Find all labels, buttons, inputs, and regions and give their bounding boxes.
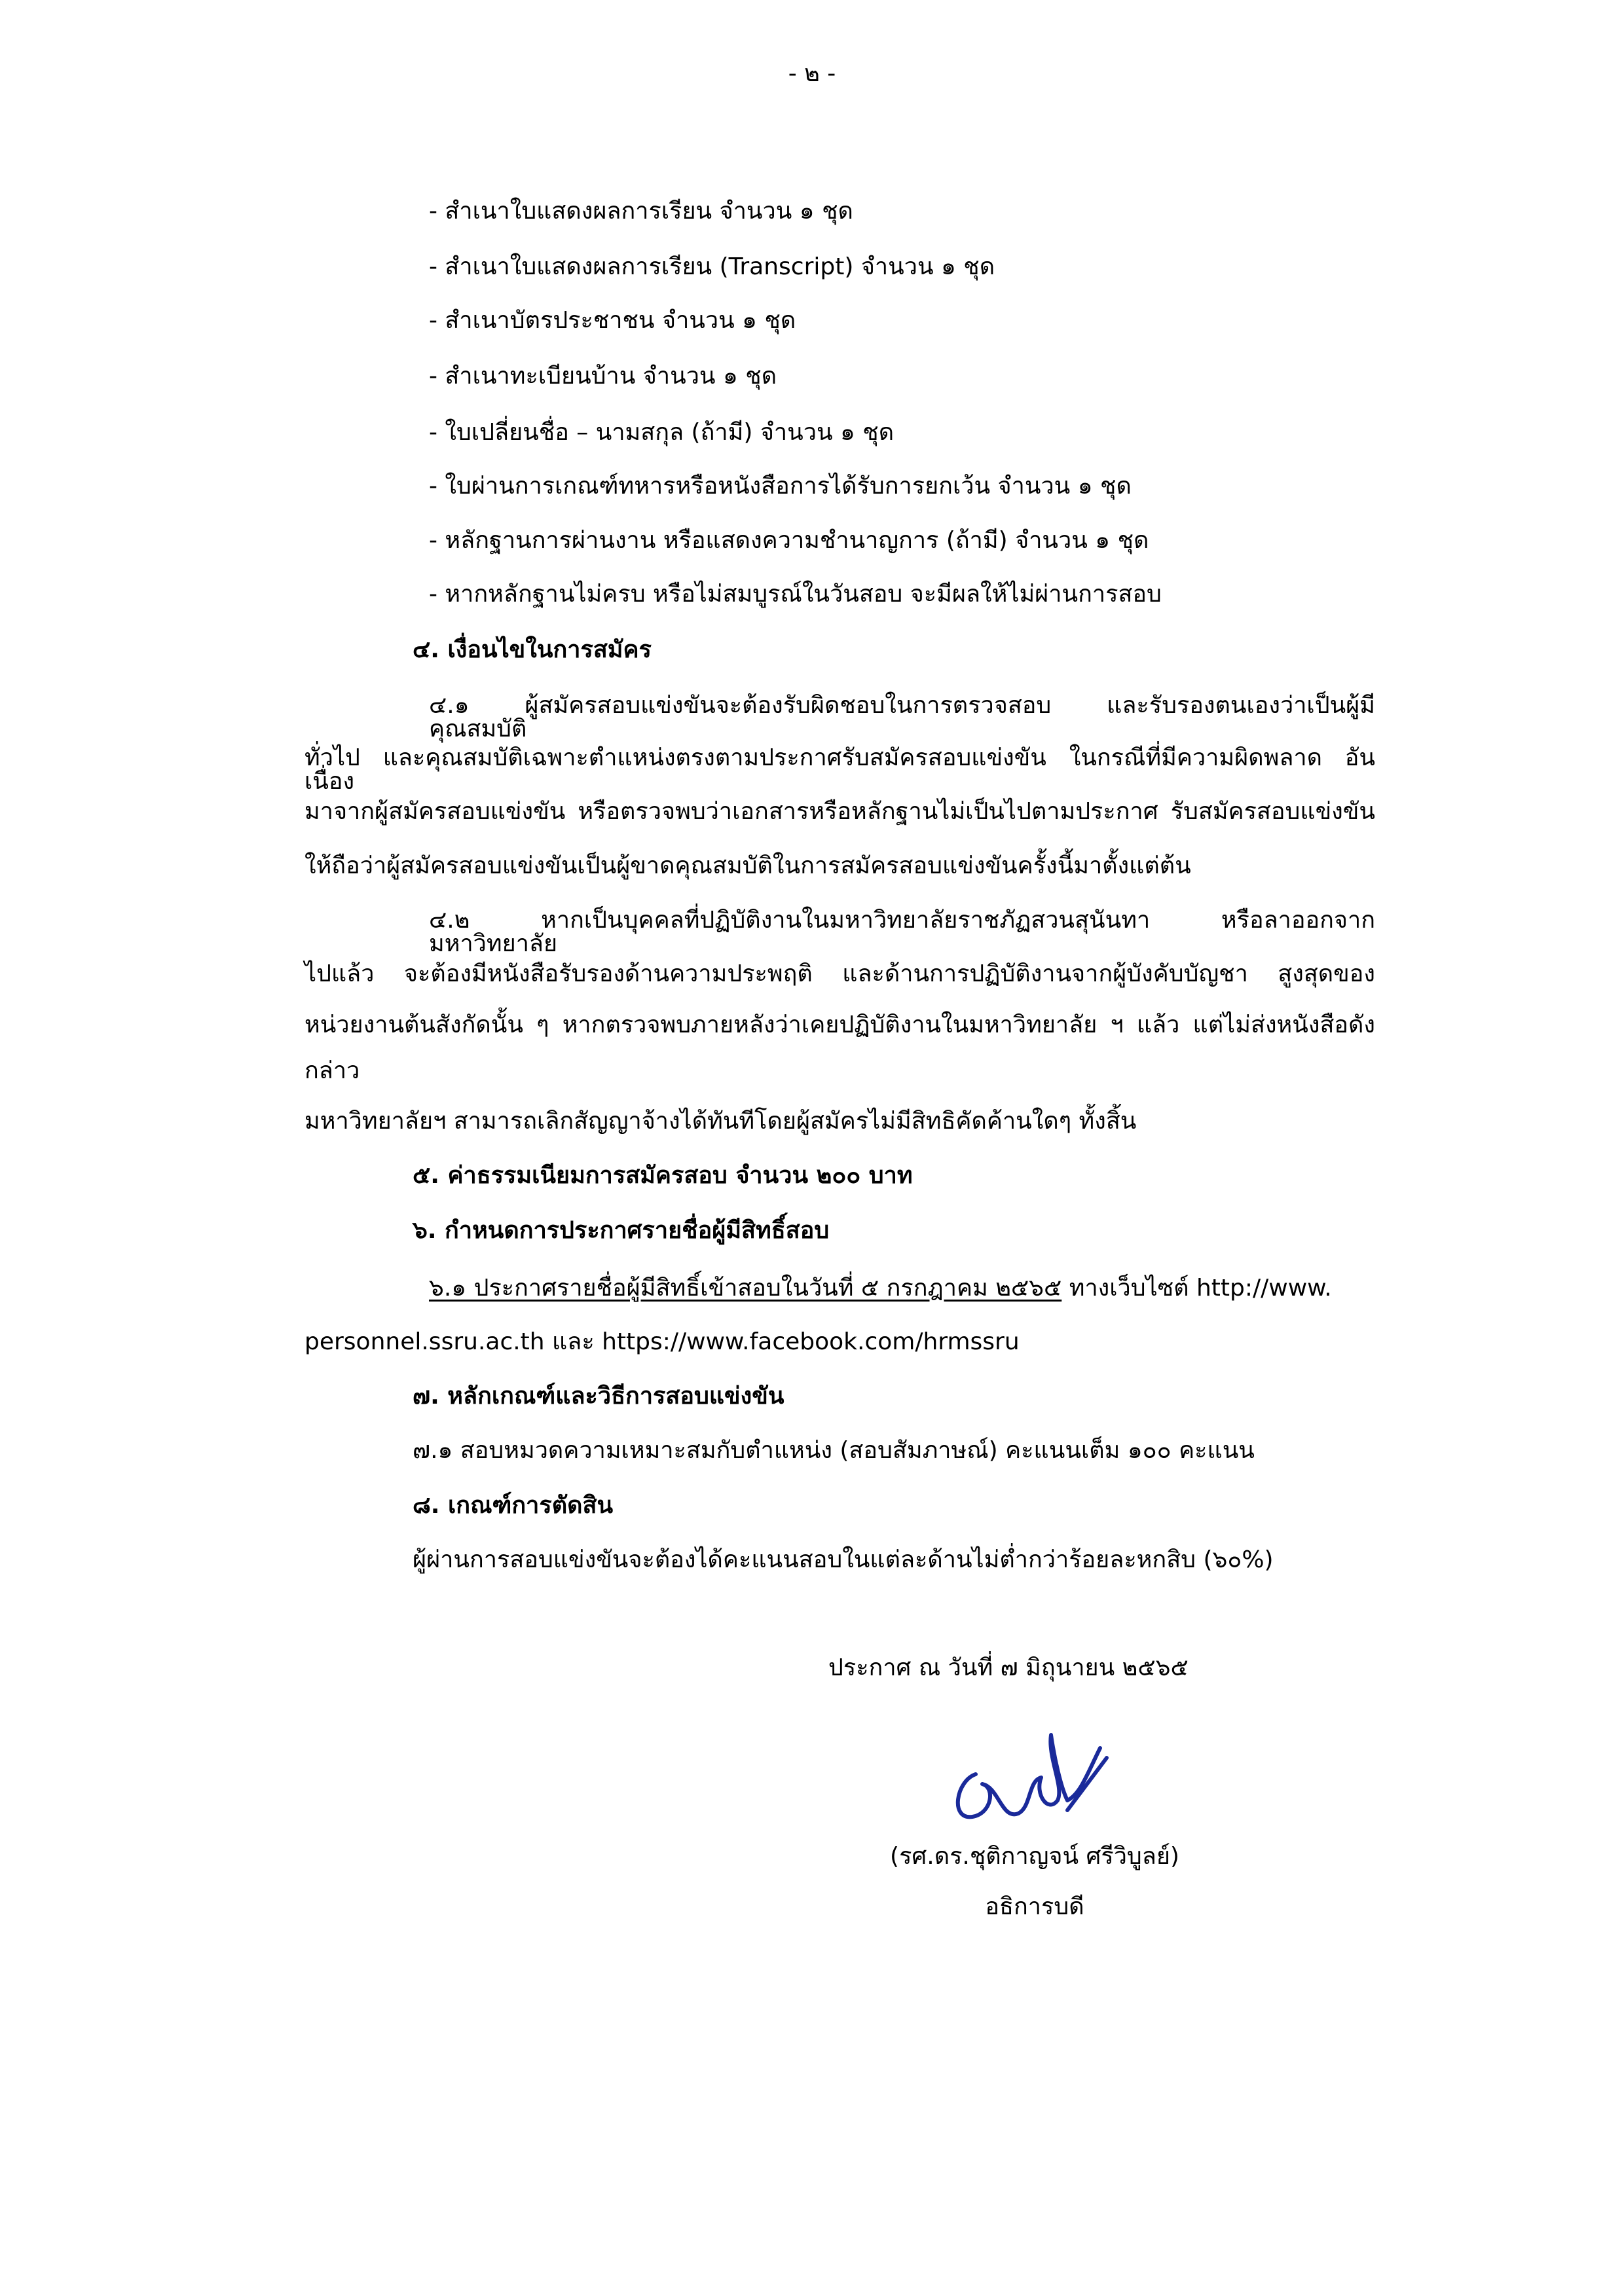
section6-heading: ๖. กำหนดการประกาศรายชื่อผู้มีสิทธิ์สอบ: [413, 1217, 830, 1244]
list-item: - หลักฐานการผ่านงาน หรือแสดงความชำนาญการ (ถ้ามี) จำนวน ๑ ชุด: [429, 527, 1149, 554]
paragraph-line: ทั่วไป และคุณสมบัติเฉพาะตำแหน่งตรงตามประกาศรับสมัครสอบแข่งขัน ในกรณีที่มีความผิดพลาด อันเนื่อง: [304, 744, 1375, 795]
list-item: - หากหลักฐานไม่ครบ หรือไม่สมบูรณ์ในวันสอบ จะมีผลให้ไม่ผ่านการสอบ: [429, 581, 1162, 608]
section7-item: ๗.๑ สอบหมวดความเหมาะสมกับตำแหน่ง (สอบสัมภาษณ์) คะแนนเต็ม ๑๐๐ คะแนน: [413, 1437, 1255, 1464]
page-number: - ๒ -: [788, 60, 836, 87]
section4-heading: ๔. เงื่อนไขในการสมัคร: [413, 636, 652, 663]
paragraph-line: ไปแล้ว จะต้องมีหนังสือรับรองด้านความประพฤติ และด้านการปฏิบัติงานจากผู้บังคับบัญชา สูงสุดของ: [304, 960, 1375, 987]
paragraph-line: มาจากผู้สมัครสอบแข่งขัน หรือตรวจพบว่าเอกสารหรือหลักฐานไม่เป็นไปตามประกาศ รับสมัครสอบแข่งขัน: [304, 798, 1375, 825]
section5-heading: ๕. ค่าธรรมเนียมการสมัครสอบ จำนวน ๒๐๐ บาท: [413, 1162, 913, 1189]
section7-heading: ๗. หลักเกณฑ์และวิธีการสอบแข่งขัน: [413, 1383, 784, 1410]
announcement-date-underlined: ๖.๑ ประกาศรายชื่อผู้มีสิทธิ์เข้าสอบในวันที่ ๕ กรกฎาคม ๒๕๖๕: [429, 1275, 1062, 1302]
section8-heading: ๘. เกณฑ์การตัดสิน: [413, 1492, 614, 1519]
announce-date: ประกาศ ณ วันที่ ๗ มิถุนายน ๒๕๖๕: [828, 1654, 1189, 1681]
paragraph-line: มหาวิทยาลัยฯ สามารถเลิกสัญญาจ้างได้ทันทีโดยผู้สมัครไม่มีสิทธิคัดค้านใดๆ ทั้งสิ้น: [304, 1108, 1137, 1135]
paragraph-line: หน่วยงานต้นสังกัดนั้น ๆ หากตรวจพบภายหลังว่าเคยปฏิบัติงานในมหาวิทยาลัย ฯ แล้ว แต่ไม่ส่งหนังสือดัง: [304, 1011, 1375, 1038]
list-item: - สำเนาทะเบียนบ้าน จำนวน ๑ ชุด: [429, 363, 777, 390]
paragraph-line: ให้ถือว่าผู้สมัครสอบแข่งขันเป็นผู้ขาดคุณสมบัติในการสมัครสอบแข่งขันครั้งนี้มาตั้งแต่ต้น: [304, 852, 1191, 879]
section6-item: [429, 1277, 1332, 1300]
paragraph-line: ๔.๒ หากเป็นบุคคลที่ปฏิบัติงานในมหาวิทยาลัยราชภัฏสวนสุนันทา หรือลาออกจากมหาวิทยาลัย: [429, 907, 1375, 957]
paragraph-line: กล่าว: [304, 1057, 360, 1084]
paragraph-line: ๔.๑ ผู้สมัครสอบแข่งขันจะต้องรับผิดชอบในการตรวจสอบ และรับรองตนเองว่าเป็นผู้มีคุณสมบัติ: [429, 692, 1375, 742]
signer-title: อธิการบดี: [985, 1893, 1084, 1920]
website-urls: personnel.ssru.ac.th และ https://www.facebook.com/hrmssru: [304, 1328, 1020, 1355]
section8-text: ผู้ผ่านการสอบแข่งขันจะต้องได้คะแนนสอบในแต่ละด้านไม่ต่ำกว่าร้อยละหกสิบ (๖๐%): [413, 1546, 1274, 1573]
signature-image: [936, 1722, 1126, 1830]
list-item: - ใบเปลี่ยนชื่อ – นามสกุล (ถ้ามี) จำนวน ๑ ชุด: [429, 419, 895, 446]
list-item: - สำเนาใบแสดงผลการเรียน (Transcript) จำนวน ๑ ชุด: [429, 253, 995, 280]
list-item: - สำเนาใบแสดงผลการเรียน จำนวน ๑ ชุด: [429, 198, 853, 225]
list-item: - สำเนาบัตรประชาชน จำนวน ๑ ชุด: [429, 307, 796, 334]
website-text: ทางเว็บไซต์ http://www.: [1061, 1275, 1332, 1302]
list-item: - ใบผ่านการเกณฑ์ทหารหรือหนังสือการได้รับการยกเว้น จำนวน ๑ ชุด: [429, 473, 1132, 500]
signer-name: (รศ.ดร.ชุติกาญจน์ ศรีวิบูลย์): [890, 1843, 1179, 1870]
